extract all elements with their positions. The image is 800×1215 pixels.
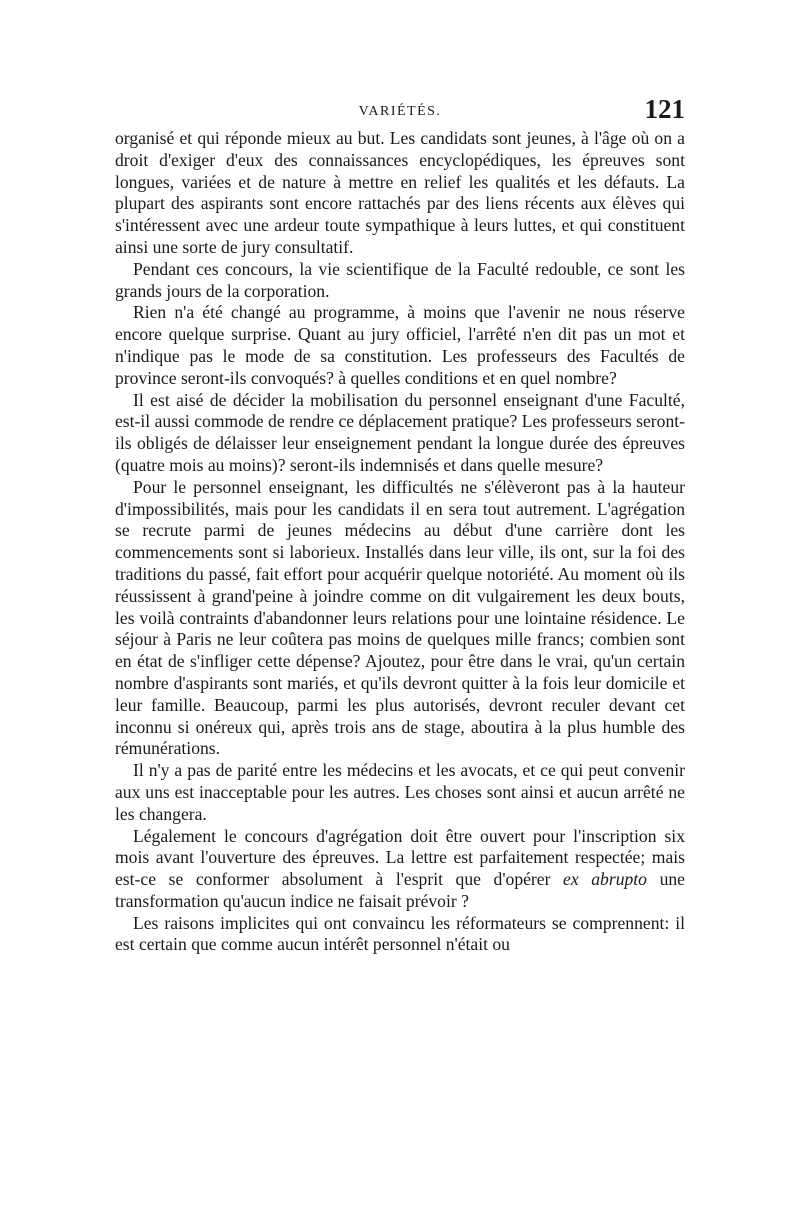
page-header xyxy=(115,92,685,128)
paragraph-3: Rien n'a été changé au programme, à moins que l'avenir ne nous réserve encore quelque surprise. Quant au jury officiel, l'arrêté n'en dit pas un mot et n'indique pas le mode de sa constitution. Les professeurs des Facultés de province seront-ils convoqués? à quelles conditions et en quel nombre? xyxy=(115,302,685,388)
paragraph-7 xyxy=(115,826,685,913)
paragraph-7-text-end: une transformation qu'aucun indice ne faisait prévoir ? xyxy=(115,869,685,911)
paragraph-4: Il est aisé de décider la mobilisation du personnel enseignant d'une Faculté, est-il aussi commode de rendre ce déplacement pratique? Les professeurs seront-ils obligés de délaisser leur enseignement pendant la longue durée des épreuves (quatre mois au moins)? seront-ils indemnisés et dans quelle mesure? xyxy=(115,389,685,475)
page-number: 121 xyxy=(644,94,685,124)
paragraph-2: Pendant ces concours, la vie scientifique de la Faculté redouble, ce sont les grands jours de la corporation. xyxy=(115,258,685,301)
paragraph-8: Les raisons implicites qui ont convaincu les réformateurs se comprennent: il est certain que comme aucun intérêt personnel n'était ou xyxy=(115,912,685,955)
running-head: VARIÉTÉS. xyxy=(358,104,442,119)
paragraph-7-text-start: Légalement le concours d'agrégation doit être ouvert pour l'inscription six mois avant l'ouverture des épreuves. La lettre est parfaitement respectée; mais est-ce se conformer absolument à l'esprit que d'opérer xyxy=(115,825,685,890)
paragraph-6: Il n'y a pas de parité entre les médecins et les avocats, et ce qui peut convenir aux uns est inacceptable pour les autres. Les choses sont ainsi et aucun arrêté ne les changera. xyxy=(115,760,685,824)
paragraph-5: Pour le personnel enseignant, les difficultés ne s'élèveront pas à la hauteur d'impossibilités, mais pour les candidats il en sera tout autrement. L'agrégation se recrute parmi de jeunes médecins au début d'une carrière dont les commencements sont si laborieux. Installés dans leur ville, ils ont, sur la foi des traditions du passé, fait effort pour acquérir quelque notoriété. Au moment où ils réussissent à grand'peine à joindre comme on dit vulgairement les deux bouts, les voilà contraints d'abandonner leurs relations pour une lointaine résidence. Le séjour à Paris ne leur coûtera pas moins de quelques mille francs; combien sont en état de s'infliger cette dépense? Ajoutez, pour être dans le vrai, qu'un certain nombre d'aspirants sont mariés, et qu'ils devront quitter à la fois leur domicile et leur famille. Beaucoup, parmi les plus autorisés, devront reculer devant cet inconnu si onéreux qui, après trois ans de stage, aboutira à la plus humble des rémunérations. xyxy=(115,476,685,759)
paragraph-7-italic: ex abrupto xyxy=(563,869,647,890)
paragraph-1: organisé et qui réponde mieux au but. Les candidats sont jeunes, à l'âge où on a droit d'exiger d'eux des connaissances encyclopédiques, les épreuves sont longues, variées et de nature à mettre en relief les qualités et les défauts. La plupart des aspirants sont encore rattachés par des liens récents aux élèves qui s'intéressent avec une ardeur toute sympathique à leurs luttes, et qui constituent ainsi une sorte de jury consultatif. xyxy=(115,128,685,257)
body-text xyxy=(115,128,685,956)
